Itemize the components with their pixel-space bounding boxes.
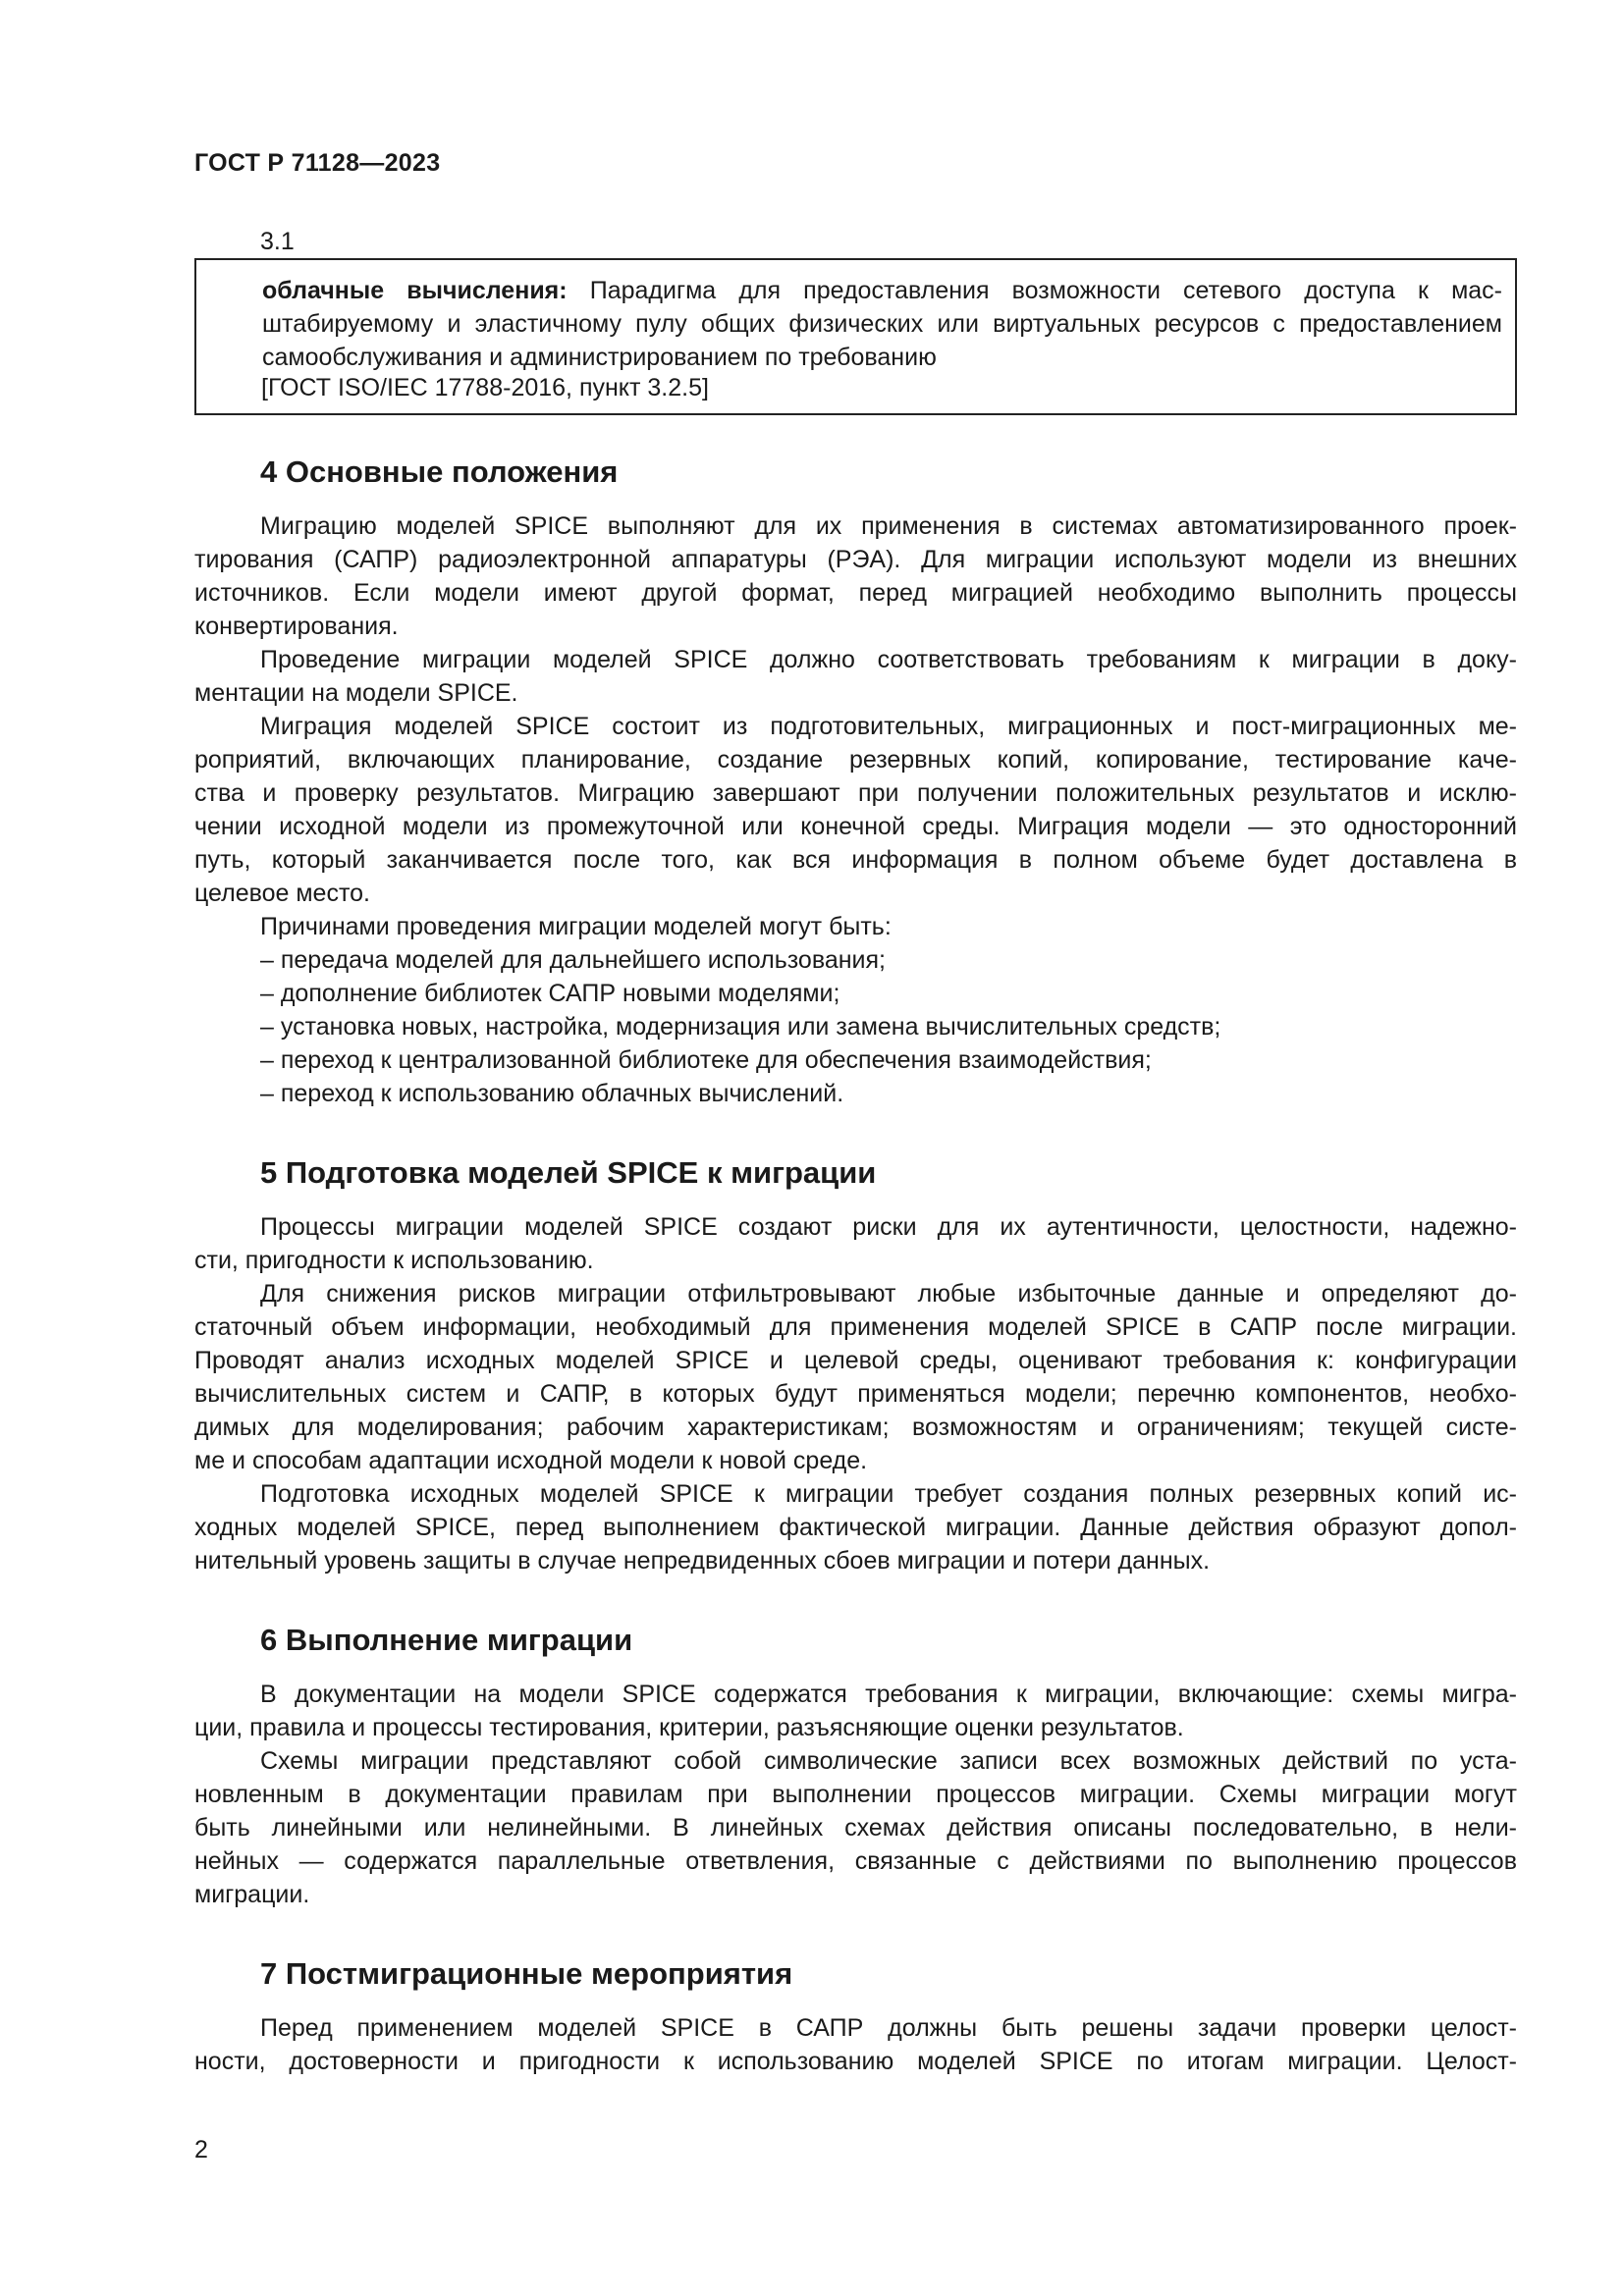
paragraph-line: ментации на модели SPICE. bbox=[194, 679, 518, 707]
paragraph bbox=[194, 710, 1517, 910]
list-item: – передача моделей для дальнейшего использования; bbox=[260, 946, 886, 974]
document-body bbox=[194, 447, 1517, 2078]
paragraph-line: Перед применением моделей SPICE в САПР должны быть решены задачи проверки целост- bbox=[260, 2014, 1517, 2042]
paragraph bbox=[194, 1678, 1517, 1744]
paragraph-line: сти, пригодности к использованию. bbox=[194, 1247, 594, 1274]
paragraph-line: димых для моделирования; рабочим характеристикам; возможностям и ограничениям; текущей систе- bbox=[194, 1414, 1517, 1441]
paragraph bbox=[194, 1477, 1517, 1577]
list-item: – дополнение библиотек САПР новыми моделями; bbox=[260, 980, 840, 1007]
paragraph-line: Процессы миграции моделей SPICE создают риски для их аутентичности, целостности, надежно- bbox=[260, 1213, 1517, 1241]
section-6-title: 6 Выполнение миграции bbox=[260, 1623, 633, 1657]
paragraph-line: конвертирования. bbox=[194, 613, 399, 640]
term-source: [ГОСТ ISO/IEC 17788-2016, пункт 3.2.5] bbox=[261, 374, 709, 401]
term-text-part: Парадигма для предоставления возможности сетевого доступа к мас- bbox=[589, 277, 1502, 304]
paragraph-line: ме и способам адаптации исходной модели к новой среде. bbox=[194, 1447, 868, 1474]
paragraph-line: миграции. bbox=[194, 1881, 310, 1908]
term-definition bbox=[262, 274, 1502, 374]
paragraph-line: Проводят анализ исходных моделей SPICE и целевой среды, оценивают требования к: конфигурации bbox=[194, 1347, 1517, 1374]
paragraph-line: Подготовка исходных моделей SPICE к миграции требует создания полных резервных копий ис- bbox=[260, 1480, 1517, 1508]
list-intro: Причинами проведения миграции моделей могут быть: bbox=[260, 913, 892, 940]
paragraph-line: нительный уровень защиты в случае непредвиденных сбоев миграции и потери данных. bbox=[194, 1547, 1211, 1575]
term-definition-box bbox=[194, 258, 1517, 415]
paragraph-line: статочный объем информации, необходимый для применения моделей SPICE в САПР после миграции. bbox=[194, 1313, 1517, 1341]
paragraph-line: ции, правила и процессы тестирования, критерии, разъясняющие оценки результатов. bbox=[194, 1714, 1184, 1741]
paragraph-line: Миграция моделей SPICE состоит из подготовительных, миграционных и пост-миграционных ме- bbox=[260, 713, 1517, 740]
paragraph-line: чении исходной модели из промежуточной или конечной среды. Миграция модели — это односторонний bbox=[194, 813, 1517, 840]
paragraph-line: Схемы миграции представляют собой символические записи всех возможных действий по уста- bbox=[260, 1747, 1517, 1775]
paragraph-line: нейных — содержатся параллельные ответвления, связанные с действиями по выполнению процессов bbox=[194, 1847, 1517, 1875]
paragraph-line: ства и проверку результатов. Миграцию завершают при получении положительных результатов и исклю- bbox=[194, 779, 1517, 807]
paragraph bbox=[194, 1210, 1517, 1277]
list-item: – переход к использованию облачных вычислений. bbox=[260, 1080, 844, 1107]
page-number: 2 bbox=[194, 2136, 208, 2163]
paragraph-line: ности, достоверности и пригодности к использованию моделей SPICE по итогам миграции. Целост- bbox=[194, 2048, 1517, 2075]
page-header: ГОСТ Р 71128—2023 bbox=[194, 149, 441, 177]
paragraph-line: целевое место. bbox=[194, 880, 370, 907]
paragraph bbox=[194, 1277, 1517, 1477]
paragraph-line: вычислительных систем и САПР, в которых будут применяться модели; перечню компонентов, необхо- bbox=[194, 1380, 1517, 1408]
paragraph-line: Для снижения рисков миграции отфильтровывают любые избыточные данные и определяют до- bbox=[260, 1280, 1517, 1308]
section-7-title: 7 Постмиграционные мероприятия bbox=[260, 1956, 793, 1991]
paragraph-line: тирования (САПР) радиоэлектронной аппаратуры (РЭА). Для миграции используют модели из внешних bbox=[194, 546, 1517, 573]
term-line bbox=[262, 274, 1502, 307]
paragraph bbox=[194, 2011, 1517, 2078]
paragraph-line: В документации на модели SPICE содержатся требования к миграции, включающие: схемы мигра- bbox=[260, 1681, 1517, 1708]
term-line: самообслуживания и администрированием по требованию bbox=[262, 344, 937, 371]
term-line: штабируемому и эластичному пулу общих физических или виртуальных ресурсов с предоставлением bbox=[262, 310, 1502, 338]
paragraph bbox=[194, 1744, 1517, 1911]
term-number: 3.1 bbox=[260, 228, 295, 255]
list-item: – переход к централизованной библиотеке для обеспечения взаимодействия; bbox=[260, 1046, 1152, 1074]
list-item: – установка новых, настройка, модернизация или замена вычислительных средств; bbox=[260, 1013, 1221, 1041]
section-4-title: 4 Основные положения bbox=[260, 454, 619, 489]
paragraph-line: новленным в документации правилам при выполнении процессов миграции. Схемы миграции могут bbox=[194, 1781, 1517, 1808]
paragraph-line: ходных моделей SPICE, перед выполнением фактической миграции. Данные действия образуют допол- bbox=[194, 1514, 1517, 1541]
paragraph-line: путь, который заканчивается после того, как вся информация в полном объеме будет доставлена в bbox=[194, 846, 1517, 874]
paragraph-line: Миграцию моделей SPICE выполняют для их применения в системах автоматизированного проек- bbox=[260, 512, 1517, 540]
paragraph-line: Проведение миграции моделей SPICE должно соответствовать требованиям к миграции в доку- bbox=[260, 646, 1517, 673]
paragraph-line: быть линейными или нелинейными. В линейных схемах действия описаны последовательно, в нели- bbox=[194, 1814, 1517, 1842]
term-name: облачные вычисления: bbox=[262, 277, 568, 304]
paragraph-line: источников. Если модели имеют другой формат, перед миграцией необходимо выполнить процессы bbox=[194, 579, 1517, 607]
section-5-title: 5 Подготовка моделей SPICE к миграции bbox=[260, 1155, 877, 1190]
paragraph bbox=[194, 643, 1517, 710]
paragraph bbox=[194, 509, 1517, 643]
paragraph-line: роприятий, включающих планирование, создание резервных копий, копирование, тестирование каче- bbox=[194, 746, 1517, 774]
